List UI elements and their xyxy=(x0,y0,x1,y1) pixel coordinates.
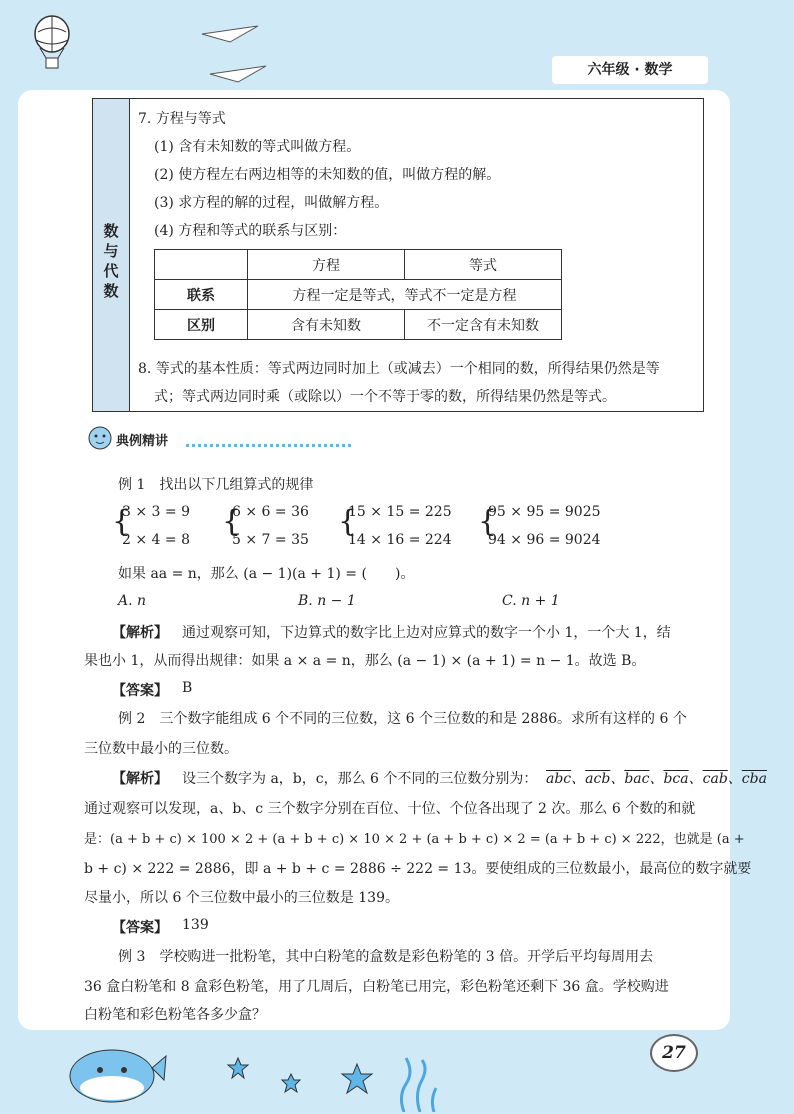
table-header-cell: 等式 xyxy=(405,250,562,280)
ex2-analysis-tag: 【解析】 xyxy=(112,771,168,787)
side-label-text: 数与代数 xyxy=(103,222,119,300)
table-cell: 含有未知数 xyxy=(248,310,405,340)
table-cell: 不一定含有未知数 xyxy=(405,310,562,340)
table-cell: 方程一定是等式，等式不一定是方程 xyxy=(248,280,562,310)
ex1-option-b: B. n − 1 xyxy=(298,593,356,609)
ex1-eq: 5 × 7 = 35 xyxy=(232,532,309,548)
ex2-title-line1: 例 2 三个数字能组成 6 个不同的三位数，这 6 个三位数的和是 2886。求所有这样的 6 个 xyxy=(118,711,687,727)
brace: { xyxy=(478,504,498,539)
paper-plane-icon xyxy=(208,62,268,84)
ex2-analysis-line5: 尽量小，所以 6 个三位数中最小的三位数是 139。 xyxy=(84,890,399,906)
ex1-eq: 15 × 15 = 225 xyxy=(348,504,452,520)
ex1-analysis-line2: 果也小 1，从而得出规律：如果 a × a = n，那么 (a − 1) × (a + 1) = n − 1。故选 B。 xyxy=(84,653,646,669)
ex2-title-line2: 三位数中最小的三位数。 xyxy=(84,741,238,757)
brace: { xyxy=(338,504,358,539)
table-row-label: 区别 xyxy=(155,310,248,340)
item8-line2: 式；等式两边同时乘（或除以）一个不等于零的数，所得结果仍然是等式。 xyxy=(154,389,616,405)
brace: { xyxy=(112,504,132,539)
ex2-analysis-line1: 设三个数字为 a，b，c，那么 6 个不同的三位数分别为： xyxy=(182,771,538,787)
ex1-eq: 14 × 16 = 224 xyxy=(348,532,452,548)
grade-subject-tag: 六年级 · 数学 xyxy=(552,56,708,84)
ex1-eq: 94 × 96 = 9024 xyxy=(488,532,601,548)
starfish-icon xyxy=(340,1062,374,1096)
table-header-cell xyxy=(155,250,248,280)
ex1-eq: 2 × 4 = 8 xyxy=(122,532,190,548)
ex1-question: 如果 aa = n，那么 (a − 1)(a + 1) = ( )。 xyxy=(118,566,415,582)
ex1-option-c: C. n + 1 xyxy=(502,593,560,609)
equation-comparison-table xyxy=(154,249,562,340)
ex2-number: $\overline{bca}$ xyxy=(663,771,689,787)
ex1-eq: 95 × 95 = 9025 xyxy=(488,504,601,520)
ex3-line2: 36 盒白粉笔和 8 盒彩色粉笔，用了几周后，白粉笔已用完，彩色粉笔还剩下 36 盒。学校购进 xyxy=(84,979,669,995)
bear-mascot-icon xyxy=(86,424,114,452)
ex1-eq: 3 × 3 = 9 xyxy=(122,504,190,520)
table-row xyxy=(155,310,562,340)
ex2-number: $\overline{cab}$ xyxy=(702,771,728,787)
ex1-option-a: A. n xyxy=(118,593,147,609)
hot-air-balloon-icon xyxy=(30,14,86,74)
seaweed-icon xyxy=(394,1056,444,1112)
table-header-row xyxy=(155,250,562,280)
whale-icon xyxy=(60,1036,170,1106)
table-header-cell: 方程 xyxy=(248,250,405,280)
table-row xyxy=(155,280,562,310)
ex1-analysis-tag: 【解析】 xyxy=(112,625,168,641)
ex1-answer-tag: 【答案】 xyxy=(112,683,168,699)
ex3-line1: 例 3 学校购进一批粉笔，其中白粉笔的盒数是彩色粉笔的 3 倍。开学后平均每周用去 xyxy=(118,949,654,965)
item8-line1: 8. 等式的基本性质：等式两边同时加上（或减去）一个相同的数，所得结果仍然是等 xyxy=(138,361,660,377)
paper-plane-icon xyxy=(200,22,260,44)
ex1-title: 例 1 找出以下几组算式的规律 xyxy=(118,477,314,493)
side-label xyxy=(93,99,130,411)
page-number: 27 xyxy=(650,1034,698,1072)
ex1-analysis-line1: 通过观察可知，下边算式的数字比上边对应算式的数字一个小 1，一个大 1，结 xyxy=(182,625,671,641)
item7-point4: (4) 方程和等式的联系与区别： xyxy=(154,223,347,239)
ex3-line3: 白粉笔和彩色粉笔各多少盒？ xyxy=(84,1007,266,1023)
ex2-analysis-line4: b + c) × 222 = 2886，即 a + b + c = 2886 ÷ 222 = 13。要使组成的三位数最小，最高位的数字就要 xyxy=(84,861,752,877)
starfish-icon xyxy=(226,1056,250,1080)
section-title-underline xyxy=(186,444,351,447)
item7-point1: (1) 含有未知数的等式叫做方程。 xyxy=(154,139,361,155)
ex2-analysis-line2: 通过观察可以发现，a、b、c 三个数字分别在百位、十位、个位各出现了 2 次。那么 6 个数的和就 xyxy=(84,801,696,817)
ex1-eq: 6 × 6 = 36 xyxy=(232,504,309,520)
ex2-number: $\overline{bac}$ xyxy=(624,771,650,787)
ex2-number: $\overline{abc}$ xyxy=(546,771,572,787)
section-title xyxy=(86,424,266,454)
starfish-icon xyxy=(280,1072,302,1094)
section-title-text: 典例精讲 xyxy=(116,434,169,449)
ex2-answer: 139 xyxy=(182,917,209,933)
table-row-label: 联系 xyxy=(155,280,248,310)
item7-point3: (3) 求方程的解的过程，叫做解方程。 xyxy=(154,195,389,211)
ex2-number: $\overline{cba}$ xyxy=(741,771,767,787)
item7-title: 7. 方程与等式 xyxy=(138,111,226,127)
ex2-analysis-line3: 是：(a + b + c) × 100 × 2 + (a + b + c) × 10 × 2 + (a + b + c) × 2 = (a + b + c) × 222，也就是 (a + xyxy=(84,832,745,847)
ex1-answer: B xyxy=(182,680,193,696)
ex2-number: $\overline{acb}$ xyxy=(585,771,611,787)
ex2-number-list: $\overline{abc}$、$\overline{acb}$、$\overline{bac}$、$\overline{bca}$、$\overline{cab}$、$\overline{cba}$ xyxy=(546,771,767,787)
brace: { xyxy=(222,504,242,539)
ex2-answer-tag: 【答案】 xyxy=(112,920,168,936)
item7-point2: (2) 使方程左右两边相等的未知数的值，叫做方程的解。 xyxy=(154,167,501,183)
